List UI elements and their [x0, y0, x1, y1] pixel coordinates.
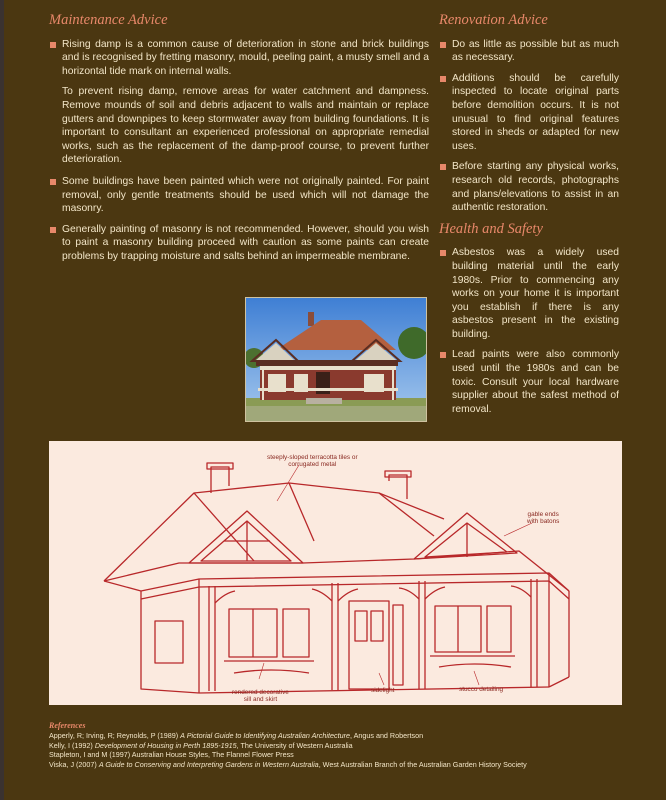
maintenance-bullet-paint-removal	[49, 175, 429, 216]
reference-item	[49, 760, 649, 769]
references-heading: References	[49, 721, 86, 730]
label-gable-ends: gable ends with batons	[527, 511, 560, 526]
ref-pre: Stapleton, I and M (1997) Australian House Styles, The Flannel Flower Press	[49, 750, 294, 760]
renovation-list	[439, 38, 619, 215]
label-sidelight: sidelight	[371, 687, 395, 694]
ref-title: A Pictorial Guide to Identifying Australian Architecture	[180, 731, 350, 741]
maintenance-paragraph-prevention: To prevent rising damp, remove areas for water catchment and dampness. Remove mounds of soil and debris adjacent to walls and maintain or replace gutters and downpipes to keep stormwater away from building foundations. It is important to consultant an experienced professional on appropriate remedial works, such as the replacement of the damp-proof course, to prevent further deterioration.	[62, 86, 429, 166]
house-line-drawing	[49, 441, 622, 705]
ref-pre: Viska, J (2007)	[49, 759, 99, 769]
bullet-text: Some buildings have been painted which were not originally painted. For paint removal, only gentle treatments should be used which will not damage the masonry.	[62, 175, 429, 215]
reference-item	[49, 750, 649, 759]
health-bullet-lead-paint	[439, 348, 619, 416]
health-heading: Health and Safety	[439, 220, 543, 237]
health-list	[439, 246, 619, 416]
bullet-text: Additions should be carefully inspected to locate original parts before demolition occurs. It is not unusual to find original features stored in sheds or adapted for new uses.	[452, 72, 619, 152]
bullet-text: Lead paints were also commonly used until the 1980s and can be toxic. Consult your local hardware supplier about the safest method of removal.	[452, 349, 619, 415]
reference-item	[49, 741, 649, 750]
maintenance-list-2	[49, 175, 429, 264]
label-stucco: stucco detailing	[459, 686, 504, 693]
label-roof-tiles: steeply-sloped terracotta tiles or corrugated metal	[267, 454, 358, 469]
bullet-text: Asbestos was a widely used building material until the early 1980s. Prior to commencing any works on your home it is important you establish if there is any asbestos present in the existing building.	[452, 247, 619, 340]
ref-title: A Guide to Conserving and Interpreting Gardens in Western Australia	[98, 759, 319, 769]
bullet-text: Rising damp is a common cause of deterioration in stone and brick buildings and is recognised by fretting masonry, mould, peeling paint, a musty smell and a horizontal tide mark on internal walls.	[62, 38, 429, 77]
right-column	[439, 14, 619, 423]
maintenance-heading: Maintenance Advice	[49, 12, 168, 28]
maintenance-bullet-painting	[49, 223, 429, 264]
ref-title: Development of Housing in Perth 1895-1915	[94, 740, 237, 750]
ref-pre: Apperly, R; Irving, R; Reynolds, P (1989)	[49, 731, 181, 741]
ref-post: , The University of Western Australia	[236, 740, 353, 750]
ref-post: , West Australian Branch of the Australian Garden History Society	[318, 759, 527, 769]
bullet-text: Generally painting of masonry is not recommended. However, should you wish to paint a masonry building proceed with caution as some paints can create problems by trapping moisture and salts behind an impermeable membrane.	[62, 223, 429, 262]
bullet-text: Do as little as possible but as much as necessary.	[452, 38, 619, 64]
house-photo	[245, 297, 427, 422]
house-photo-image	[246, 298, 426, 421]
references-section	[49, 721, 649, 769]
label-sill-skirt: rendered decorative sill and skirt	[232, 689, 289, 704]
ref-post: , Angus and Robertson	[349, 731, 424, 741]
maintenance-bullet-rising-damp	[49, 38, 429, 79]
document-page	[4, 0, 666, 800]
maintenance-list	[49, 38, 429, 79]
health-bullet-asbestos	[439, 246, 619, 341]
renovation-bullet-research	[439, 160, 619, 214]
renovation-bullet-additions	[439, 72, 619, 154]
bullet-text: Before starting any physical works, research old records, photographs and plans/elevations to assist in an authentic restoration.	[452, 161, 619, 214]
reference-item	[49, 731, 649, 740]
renovation-heading: Renovation Advice	[439, 12, 548, 28]
renovation-bullet-minimal	[439, 38, 619, 65]
ref-pre: Kelly, I (1992)	[49, 740, 95, 750]
maintenance-column	[49, 14, 429, 271]
house-drawing-image	[49, 441, 622, 705]
